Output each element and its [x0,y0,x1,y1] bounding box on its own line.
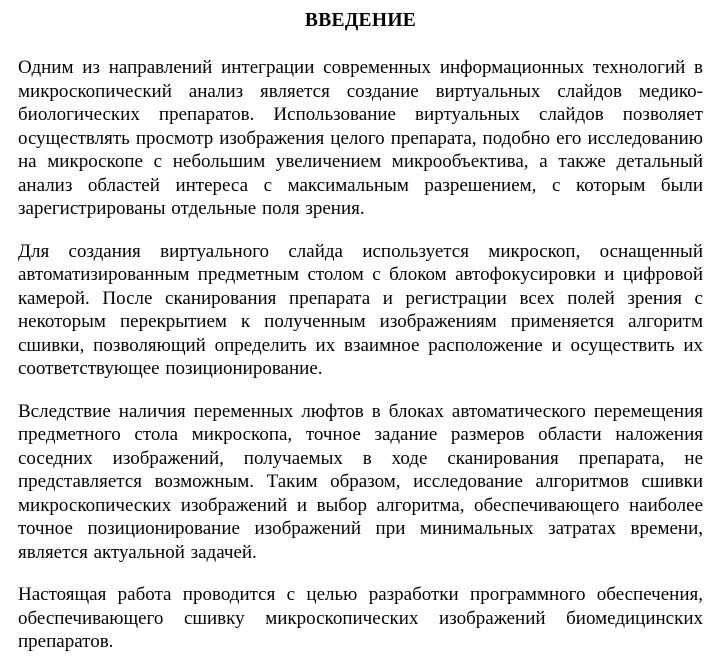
paragraph-slide-creation: Для создания виртуального слайда используется микроскоп, оснащенный автоматизированным предметным столом с блоком автофокусировки и цифровой камерой. После сканирования препарата и регистрации всех полей зрения с некоторым перекрытием к полученным изображениям применяется алгоритм сшивки, позволяющий определить их взаимное расположение и осуществить их соответствующее позиционирование. [18,240,703,379]
paragraph-intro-virtual-slides: Одним из направлений интеграции современных информационных технологий в микроскопический анализ является создание виртуальных слайдов медико-биологических препаратов. Использование виртуальных слайдов позволяет осуществлять просмотр изображения целого препарата, подобно его исследованию на микроскопе с небольшим увеличением микрообъектива, а также детальный анализ областей интереса с максимальным разрешением, с которым были зарегистрированы отдельные поля зрения. [18,57,703,219]
paragraph-work-goal: Настоящая работа проводится с целью разработки программного обеспечения, обеспечивающего сшивку микроскопических изображений биомедицинских препаратов. [18,584,703,652]
paragraph-stitching-problem: Вследствие наличия переменных люфтов в блоках автоматического перемещения предметного стола микроскопа, точное задание размеров области наложения соседних изображений, получаемых в ходе сканирования препарата, не представляется возможным. Таким образом, исследование алгоритмов сшивки микроскопических изображений и выбор алгоритма, обеспечивающего наиболее точное позиционирование изображений при минимальных затратах времени, является актуальной задачей. [18,400,703,563]
page-title: ВВЕДЕНИЕ [304,10,417,31]
